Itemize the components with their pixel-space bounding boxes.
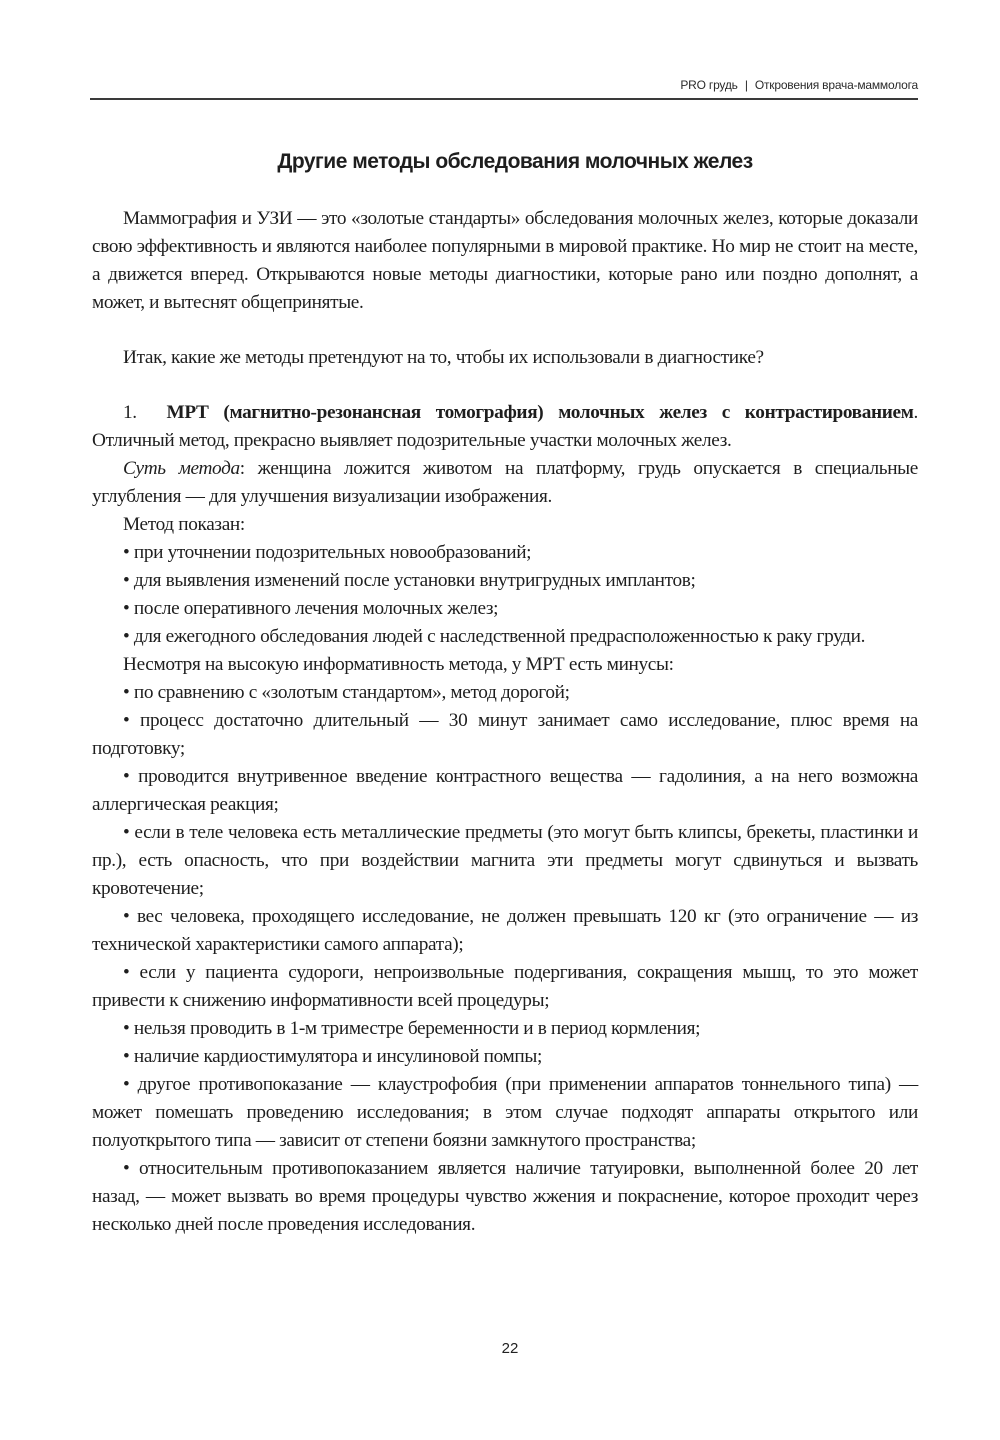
running-header [90,72,918,100]
method-description: . Отличный метод, прекрасно выявляет подозрительные участки молочных желез. [92,402,918,451]
indication-item: • для ежегодного обследования людей с наследственной предрасположенностью к раку груди. [123,626,866,647]
cons-item: • вес человека, проходящего исследование, не должен превышать 120 кг (это ограничение — из технической характеристики самого аппарата); [92,906,918,955]
method-1-heading-paragraph [92,399,918,455]
method-number: 1. [123,402,137,423]
cons-item: • процесс достаточно длительный — 30 минут занимает само исследование, плюс время на подготовку; [92,710,918,759]
question-paragraph: Итак, какие же методы претендуют на то, чтобы их использовали в диагностике? [123,347,764,368]
cons-item: • проводится внутривенное введение контрастного вещества — гадолиния, а на него возможна аллергическая реакция; [92,766,918,815]
cons-item: • наличие кардиостимулятора и инсулиновой помпы; [123,1046,542,1067]
header-separator: | [744,78,748,92]
intro-paragraph: Маммография и УЗИ — это «золотые стандарты» обследования молочных желез, которые доказали свою эффективность и являются наиболее популярными в мировой практике. Но мир не стоит на месте, а движется вперед. Открываются новые методы диагностики, которые рано или поздно дополнят, а может, и вытеснят общепринятые. [92,208,918,313]
indications-label: Метод показан: [123,514,245,535]
cons-item: • нельзя проводить в 1-м триместре беременности и в период кормления; [123,1018,701,1039]
page-number: 22 [501,1340,519,1357]
cons-label: Несмотря на высокую информативность метода, у МРТ есть минусы: [123,654,674,675]
essence-label: Суть метода [123,458,240,479]
indication-item: • при уточнении подозрительных новообразований; [123,542,532,563]
essence-text: : женщина ложится животом на платформу, грудь опускается в специальные углубления — для улучшения визуализации изображения. [92,458,918,507]
cons-item: • другое противопоказание — клаустрофобия (при применении аппаратов тоннельного типа) — может помешать проведению исследования; в этом случае подходят аппараты открытого или полуоткрытого типа — зависит от степени боязни замкнутого пространства; [92,1074,918,1151]
book-subtitle: Откровения врача-маммолога [754,78,918,92]
indication-item: • для выявления изменений после установки внутригрудных имплантов; [123,570,696,591]
cons-item: • по сравнению с «золотым стандартом», метод дорогой; [123,682,570,703]
cons-item: • относительным противопоказанием является наличие татуировки, выполненной более 20 лет назад, — может вызвать во время процедуры чувство жжения и покраснение, которое проходит через несколько дней после проведения исследования. [92,1158,918,1235]
method-name: МРТ (магнитно-резонансная томография) молочных желез с контрастированием [166,402,914,423]
indication-item: • после оперативного лечения молочных желез; [123,598,499,619]
page-content [92,142,918,1239]
book-title: PRO грудь [680,78,738,92]
section-title: Другие методы обследования молочных желез [277,150,753,173]
method-essence-paragraph [92,455,918,511]
cons-item: • если в теле человека есть металлические предметы (это могут быть клипсы, брекеты, пластинки и пр.), есть опасность, что при воздействии магнита эти предметы могут сдвинуться и вызвать кровотечение; [92,822,918,899]
cons-item: • если у пациента судороги, непроизвольные подергивания, сокращения мышц, то это может привести к снижению информативности всей процедуры; [92,962,918,1011]
